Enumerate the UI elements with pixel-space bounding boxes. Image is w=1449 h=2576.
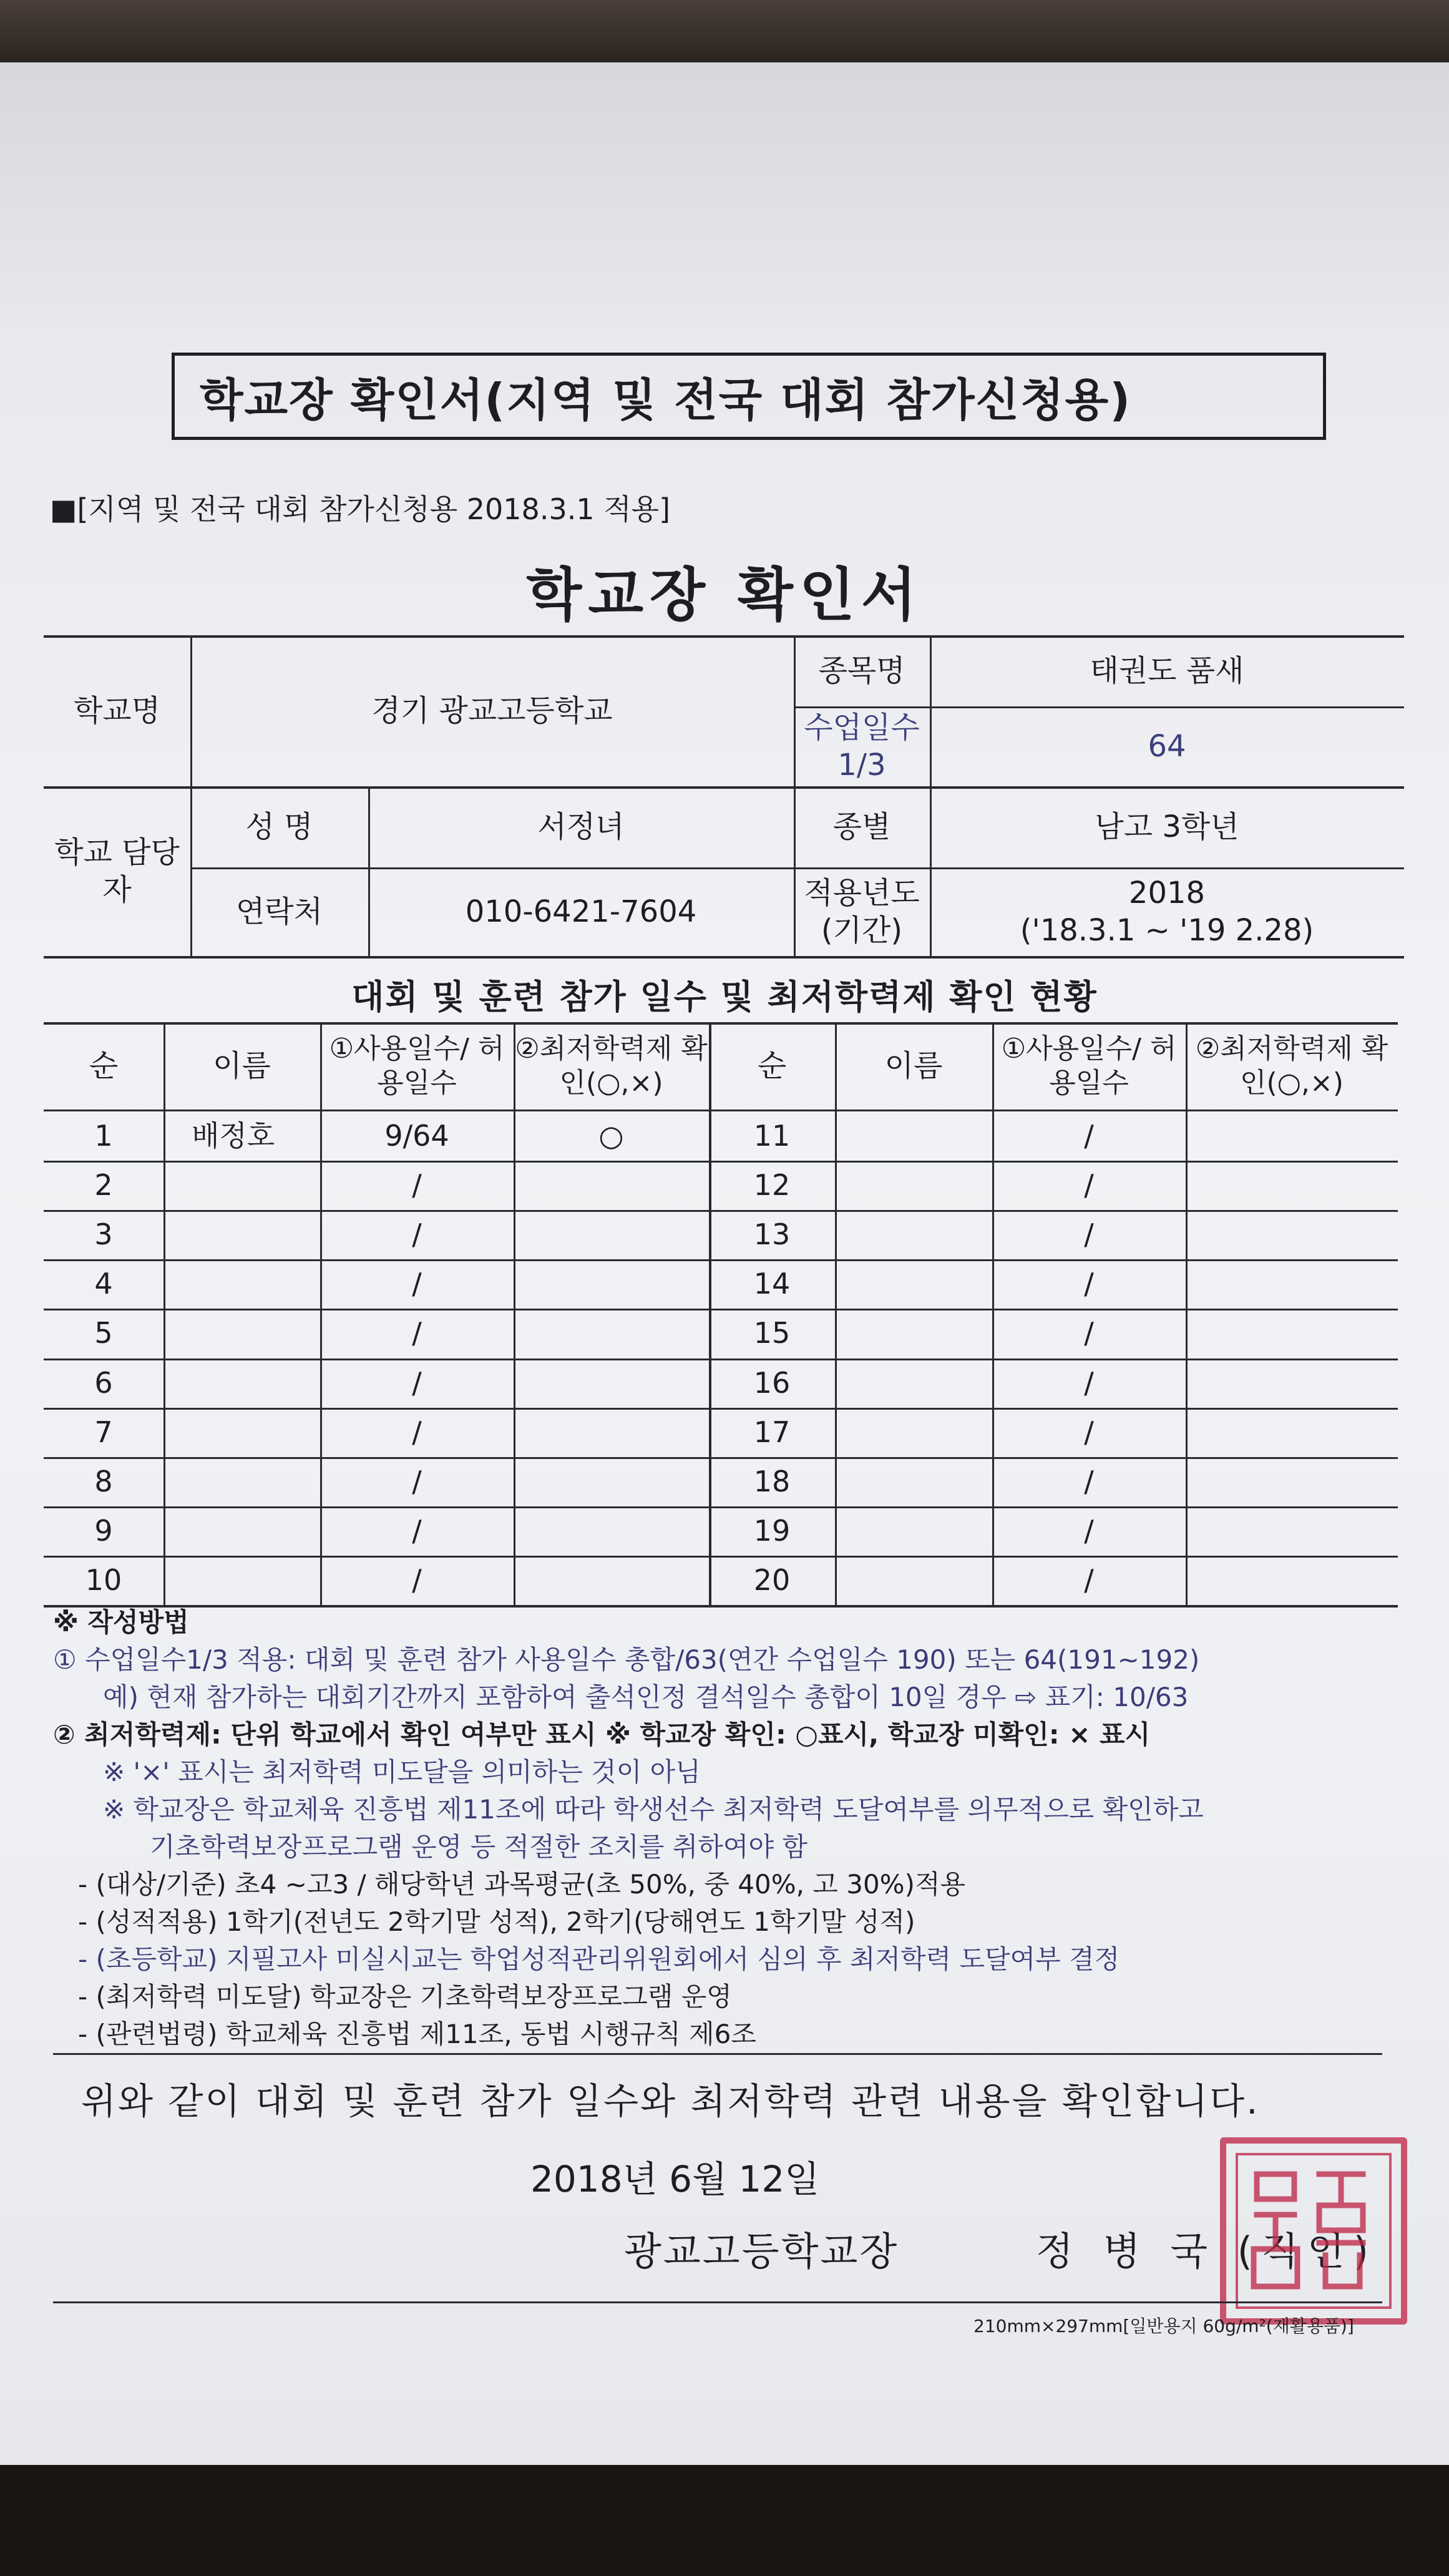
instruction-line: ② 최저학력제: 단위 학교에서 확인 여부만 표시 ※ 학교장 확인: ○표시, 학교장 미확인: × 표시 bbox=[53, 1719, 1151, 1750]
table-cell-min-right bbox=[1186, 1556, 1398, 1605]
table-cell-days-right: / bbox=[1084, 1415, 1094, 1449]
instruction-line: - (관련법령) 학교체육 진흥법 제11조, 동법 시행규칙 제6조 bbox=[78, 2019, 756, 2049]
document-title-box bbox=[172, 353, 1326, 440]
table-cell-days-right: / bbox=[1084, 1563, 1094, 1597]
instruction-line: - (성적적용) 1학기(전년도 2학기말 성적), 2학기(당해연도 1학기말 성적) bbox=[78, 1906, 915, 1937]
table-cell-name-left bbox=[163, 1506, 320, 1556]
table-cell-min-right bbox=[1186, 1161, 1398, 1210]
class-days-label: 수업일수 1/3 bbox=[804, 710, 920, 783]
table-cell-name-right bbox=[835, 1111, 992, 1161]
instructions bbox=[53, 1604, 1204, 2053]
photo-background-bottom bbox=[0, 2465, 1449, 2576]
apply-year-value: 2018 bbox=[1128, 876, 1206, 910]
table-cell-min-right bbox=[1186, 1210, 1398, 1259]
table-cell-no-left: 7 bbox=[94, 1415, 113, 1449]
table-cell-min-right bbox=[1186, 1359, 1398, 1408]
table-cell-min-right bbox=[1186, 1408, 1398, 1457]
table-cell-days-right: / bbox=[1084, 1315, 1094, 1350]
instruction-line: ※ 학교장은 학교체육 진흥법 제11조에 따라 학생선수 최저학력 도달여부를 의무적으로 확인하고 bbox=[103, 1794, 1204, 1825]
table-cell-days-left: / bbox=[412, 1365, 422, 1400]
table-cell-min-left: ○ bbox=[598, 1118, 624, 1153]
table-cell-min-right bbox=[1186, 1259, 1398, 1309]
table-cell-name-right bbox=[835, 1161, 992, 1210]
table-cell-min-left bbox=[514, 1161, 709, 1210]
contact-value: 010-6421-7604 bbox=[465, 894, 697, 929]
bottom-divider bbox=[53, 2301, 1382, 2303]
table-cell-name-right bbox=[835, 1457, 992, 1506]
table-cell-name-right bbox=[835, 1210, 992, 1259]
table-cell-no-left: 10 bbox=[85, 1563, 122, 1597]
table-cell-name-left bbox=[163, 1408, 320, 1457]
header-no-left: 순 bbox=[89, 1048, 119, 1083]
table-cell-name-left bbox=[163, 1259, 320, 1309]
table-cell-no-right: 13 bbox=[753, 1217, 791, 1251]
table-cell-days-left: / bbox=[412, 1266, 422, 1300]
table-cell-no-left: 6 bbox=[94, 1365, 113, 1400]
table-cell-days-left: / bbox=[412, 1168, 422, 1202]
apply-year-label: 적용년도 (기간) bbox=[804, 876, 920, 948]
instruction-line: 예) 현재 참가하는 대회기간까지 포함하여 출석인정 결석일수 총합이 10일 경우 ⇨ 표기: 10/63 bbox=[103, 1682, 1189, 1712]
table-cell-no-left: 3 bbox=[94, 1217, 113, 1251]
table-cell-name-right bbox=[835, 1556, 992, 1605]
table-cell-days-left: / bbox=[412, 1217, 422, 1251]
school-head-title: 광교고등학교장 bbox=[624, 2228, 899, 2274]
table-cell-no-right: 15 bbox=[753, 1315, 791, 1350]
table-cell-name-left bbox=[163, 1309, 320, 1358]
table-cell-no-right: 18 bbox=[753, 1464, 791, 1498]
table-cell-days-right: / bbox=[1084, 1168, 1094, 1202]
instruction-line: - (최저학력 미도달) 학교장은 기초학력보장프로그램 운영 bbox=[78, 1981, 732, 2012]
category-label: 종별 bbox=[832, 809, 891, 844]
table-cell-name-right bbox=[835, 1506, 992, 1556]
table-cell-no-right: 16 bbox=[753, 1365, 791, 1400]
table-cell-min-left bbox=[514, 1457, 709, 1506]
header-days-right: ①사용일수/ 허용일수 bbox=[1001, 1033, 1177, 1099]
instructions-heading: ※ 작성방법 bbox=[53, 1607, 189, 1637]
table-cell-days-left: / bbox=[412, 1563, 422, 1597]
official-seal bbox=[1220, 2137, 1407, 2325]
table-cell-name-left bbox=[163, 1457, 320, 1506]
form-version-note: ■[지역 및 전국 대회 참가신청용 2018.3.1 적용] bbox=[50, 492, 671, 526]
table-cell-name-right bbox=[835, 1359, 992, 1408]
school-name-label: 학교명 bbox=[73, 693, 161, 728]
class-days-value: 64 bbox=[1148, 729, 1186, 764]
apply-period-value: ('18.3.1 ~ '19 2.28) bbox=[1020, 913, 1314, 948]
table-cell-min-right bbox=[1186, 1506, 1398, 1556]
main-title: 학교장 확인서 bbox=[526, 562, 923, 628]
table-cell-days-left: / bbox=[412, 1513, 422, 1548]
table-cell-min-left bbox=[514, 1259, 709, 1309]
table-cell-min-right bbox=[1186, 1457, 1398, 1506]
instruction-line: - (초등학교) 지필고사 미실시교는 학업성적관리위원회에서 심의 후 최저학력 도달여부 결정 bbox=[78, 1944, 1120, 1974]
table-cell-name-left bbox=[163, 1161, 320, 1210]
header-days-left: ①사용일수/ 허용일수 bbox=[329, 1033, 505, 1099]
contact-label: 연락처 bbox=[235, 894, 323, 929]
participation-table-title: 대회 및 훈련 참가 일수 및 최저학력제 확인 현황 bbox=[351, 977, 1098, 1017]
header-name-right: 이름 bbox=[884, 1048, 943, 1083]
table-cell-min-right bbox=[1186, 1111, 1398, 1161]
table-cell-name-left bbox=[163, 1556, 320, 1605]
manager-name-value: 서정녀 bbox=[537, 809, 625, 844]
category-value: 남고 3학년 bbox=[1095, 809, 1239, 844]
table-cell-days-left: / bbox=[412, 1464, 422, 1498]
event-label: 종목명 bbox=[818, 653, 905, 688]
paper-spec: 210mm×297mm[일반용지 60g/m²(재활용품)] bbox=[973, 2316, 1354, 2336]
table-cell-days-right: / bbox=[1084, 1266, 1094, 1300]
instruction-line: - (대상/기준) 초4 ~고3 / 해당학년 과목평균(초 50%, 중 40%, 고 30%)적용 bbox=[78, 1869, 966, 1900]
table-cell-min-right bbox=[1186, 1309, 1398, 1358]
table-cell-name-left: 배정호 bbox=[192, 1118, 275, 1153]
table-cell-no-left: 8 bbox=[94, 1464, 113, 1498]
table-cell-no-right: 14 bbox=[753, 1266, 791, 1300]
table-cell-no-right: 17 bbox=[753, 1415, 791, 1449]
confirmation-statement: 위와 같이 대회 및 훈련 참가 일수와 최저학력 관련 내용을 확인합니다. bbox=[81, 2080, 1260, 2122]
table-cell-days-right: / bbox=[1084, 1365, 1094, 1400]
table-cell-no-right: 12 bbox=[753, 1168, 791, 1202]
table-cell-no-right: 19 bbox=[753, 1513, 791, 1548]
table-cell-min-left bbox=[514, 1506, 709, 1556]
table-cell-days-left: 9/64 bbox=[384, 1118, 449, 1153]
event-value: 태권도 품새 bbox=[1090, 653, 1244, 688]
table-cell-no-right: 11 bbox=[753, 1118, 791, 1153]
manager-name-label: 성 명 bbox=[245, 809, 313, 844]
instruction-line: ① 수업일수1/3 적용: 대회 및 훈련 참가 사용일수 총합/63(연간 수업일수 190) 또는 64(191~192) bbox=[53, 1644, 1200, 1675]
table-cell-days-right: / bbox=[1084, 1217, 1094, 1251]
school-name-value: 경기 광교고등학교 bbox=[371, 693, 613, 728]
table-cell-days-left: / bbox=[412, 1315, 422, 1350]
table-cell-name-right bbox=[835, 1309, 992, 1358]
header-no-right: 순 bbox=[757, 1048, 787, 1083]
header-min-left: ②최저학력제 확인(○,×) bbox=[515, 1033, 708, 1099]
table-cell-days-right: / bbox=[1084, 1513, 1094, 1548]
divider bbox=[53, 2053, 1382, 2055]
table-cell-name-right bbox=[835, 1259, 992, 1309]
table-cell-min-left bbox=[514, 1210, 709, 1259]
table-cell-days-left: / bbox=[412, 1415, 422, 1449]
table-cell-no-left: 1 bbox=[94, 1118, 113, 1153]
table-cell-min-left bbox=[514, 1556, 709, 1605]
document-title: 학교장 확인서(지역 및 전국 대회 참가신청용) bbox=[200, 374, 1132, 426]
header-name-left: 이름 bbox=[213, 1048, 271, 1083]
table-cell-days-right: / bbox=[1084, 1464, 1094, 1498]
table-cell-name-left bbox=[163, 1359, 320, 1408]
table-cell-no-left: 4 bbox=[94, 1266, 113, 1300]
apply-year-cell bbox=[930, 867, 1404, 956]
table-cell-min-left bbox=[514, 1309, 709, 1358]
photo-background-top bbox=[0, 0, 1449, 62]
table-cell-days-right: / bbox=[1084, 1118, 1094, 1153]
table-cell-no-left: 9 bbox=[94, 1513, 113, 1548]
table-cell-no-right: 20 bbox=[753, 1563, 791, 1597]
header-min-right: ②최저학력제 확인(○,×) bbox=[1195, 1033, 1388, 1099]
principal-name: 정 병 국 (직인) bbox=[1036, 2228, 1377, 2274]
table-cell-min-left bbox=[514, 1408, 709, 1457]
instruction-line: ※ '×' 표시는 최저학력 미도달을 의미하는 것이 아님 bbox=[103, 1757, 701, 1787]
table-cell-no-left: 2 bbox=[94, 1168, 113, 1202]
table-cell-min-left bbox=[514, 1359, 709, 1408]
table-cell-name-right bbox=[835, 1408, 992, 1457]
issue-date: 2018년 6월 12일 bbox=[530, 2158, 820, 2200]
table-cell-name-left bbox=[163, 1210, 320, 1259]
manager-label: 학교 담당자 bbox=[54, 835, 180, 907]
instruction-line: 기초학력보장프로그램 운영 등 적절한 조치를 취하여야 함 bbox=[150, 1832, 807, 1862]
table-cell-no-left: 5 bbox=[94, 1315, 113, 1350]
